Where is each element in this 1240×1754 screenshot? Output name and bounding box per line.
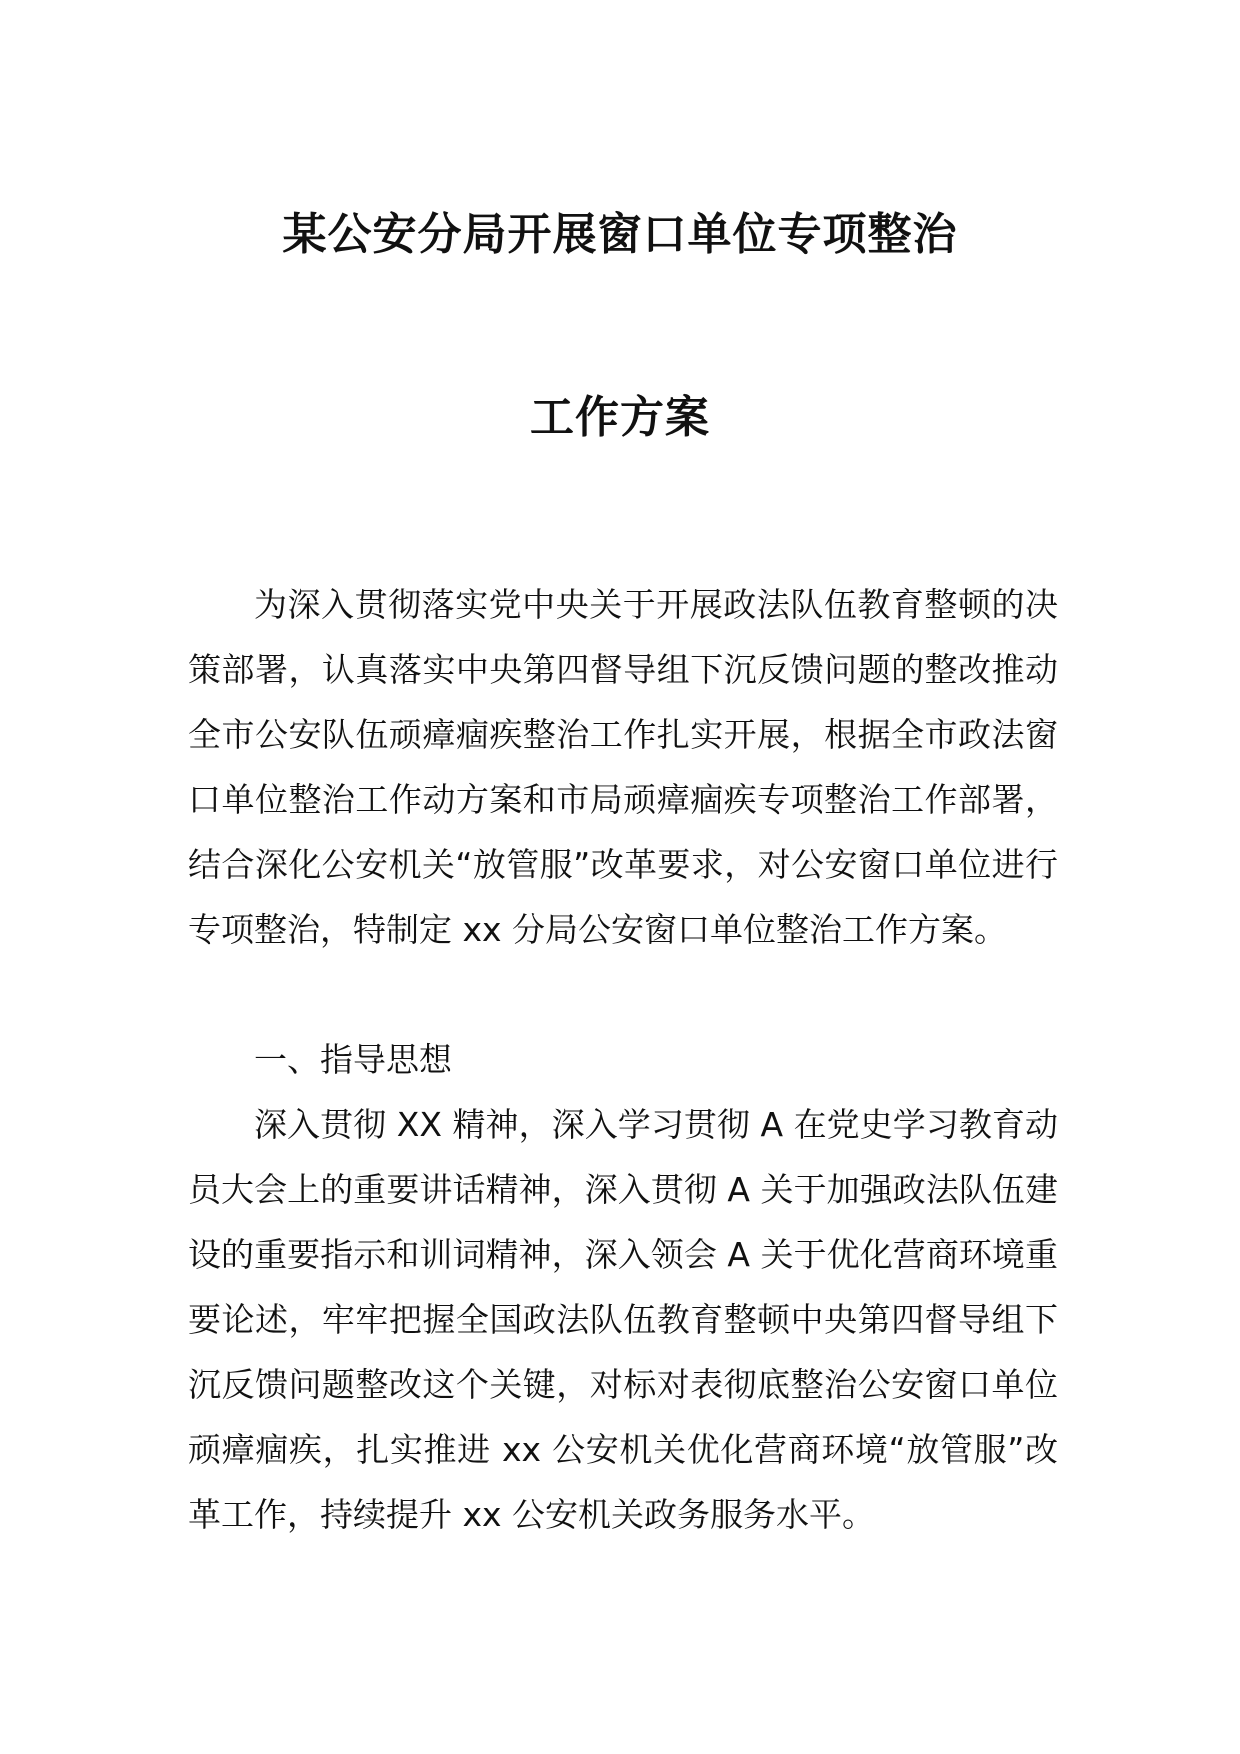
document-title-line1: 某公安分局开展窗口单位专项整治 xyxy=(282,209,958,260)
section-heading-guiding-ideology: 一、指导思想 xyxy=(254,1040,452,1079)
intro-paragraph: 为深入贯彻落实党中央关于开展政法队伍教育整顿的决策部署，认真落实中央第四督导组下沉反馈问题的整改推动全市公安队伍顽瘴痼疾整治工作扎实开展，根据全市政法窗口单位整治工作动方案和市局顽瘴痼疾专项整治工作部署，结合深化公安机关“放管服”改革要求，对公安窗口单位进行专项整治，特制定 xx 分局公安窗口单位整治工作方案。 xyxy=(188,585,1058,949)
document-title-line2: 工作方案 xyxy=(530,392,710,443)
guiding-ideology-paragraph: 深入贯彻 XX 精神，深入学习贯彻 A 在党史学习教育动员大会上的重要讲话精神，深入贯彻 A 关于加强政法队伍建设的重要指示和训词精神，深入领会 A 关于优化营商环境重要论述，牢牢把握全国政法队伍教育整顿中央第四督导组下沉反馈问题整改这个关键，对标对表彻底整治公安窗口单位顽瘴痼疾，扎实推进 xx 公安机关优化营商环境“放管服”改革工作，持续提升 xx 公安机关政务服务水平。 xyxy=(188,1105,1058,1534)
